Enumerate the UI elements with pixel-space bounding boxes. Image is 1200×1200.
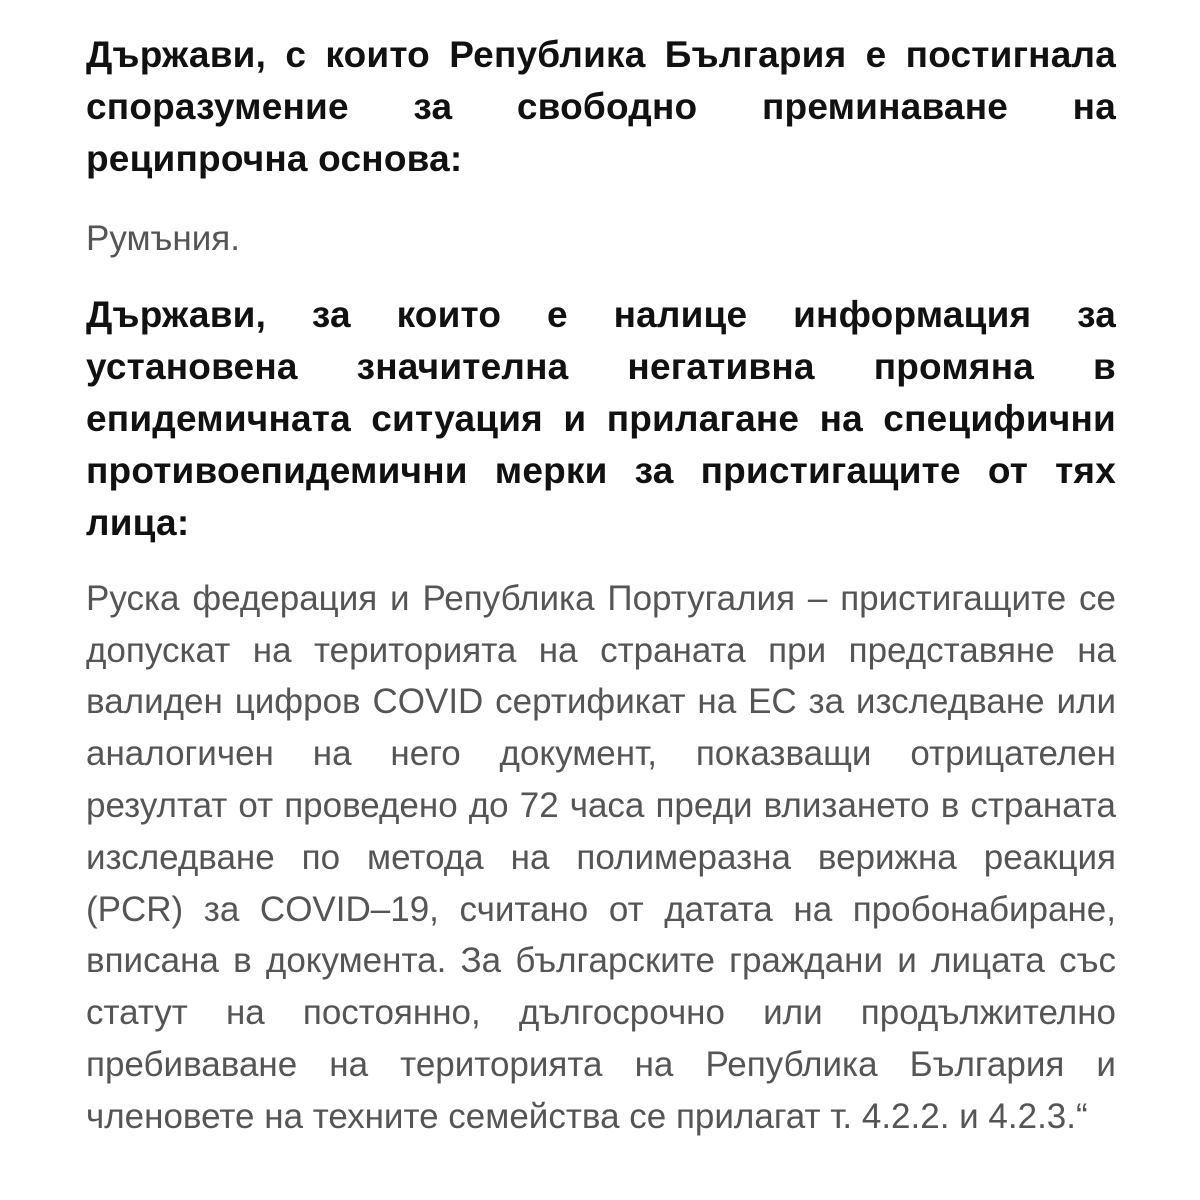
section-heading-negative-change: Държави, за които е налице информация за установена значителна негативна промяна в епидемичната ситуация и прилагане на специфични противоепидемични мерки за пристигащите от тях лица: bbox=[86, 293, 1116, 543]
paragraph-entry-requirements: Руска федерация и Република Португалия – пристигащите се допускат на територията на страната при представяне на валиден цифров COVID сертификат на ЕС за изследване или аналогичен на него документ, показващи отрицателен резултат от проведено до 72 часа преди влизането в страната изследване по метода на полимеразна верижна реакция (PCR) за COVID–19, считано от датата на пробонабиране, вписана в документа. За българските граждани и лицата със статут на постоянно, дългосрочно или продължително пребиваване на територията на Република България и членовете на техните семейства се прилагат т. 4.2.2. и 4.2.3.“ bbox=[86, 578, 1116, 1136]
section-heading-reciprocal-agreement: Държави, с които Република България е постигнала споразумение за свободно преминаване на реципрочна основа: bbox=[86, 34, 1116, 179]
paragraph-reciprocal-countries: Румъния. bbox=[86, 219, 240, 258]
